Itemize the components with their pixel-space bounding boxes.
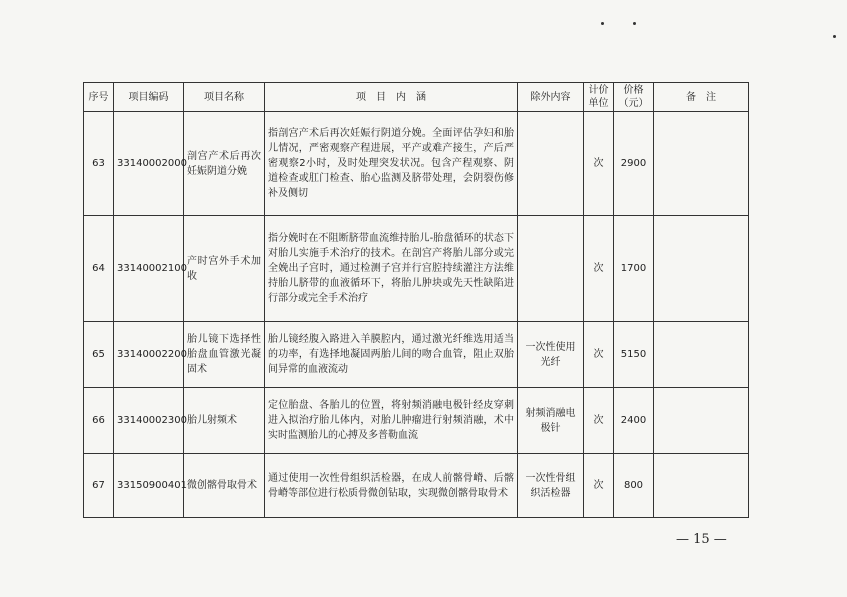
table-row (84, 322, 749, 388)
header-code: 项目编码 (114, 83, 184, 112)
code-cell: 33140002300 (114, 388, 184, 454)
price-cell: 1700 (614, 216, 654, 322)
seq-cell: 66 (84, 388, 114, 454)
table-header-row (84, 83, 749, 112)
unit-cell: 次 (584, 454, 614, 518)
name-cell: 产时宫外手术加收 (184, 216, 265, 322)
content-cell: 通过使用一次性骨组织活检器，在成人前髂骨嵴、后髂骨嵴等部位进行松质骨微创钻取，实现微创髂骨取骨术 (265, 454, 518, 518)
table-row (84, 112, 749, 216)
code-cell: 33140002100 (114, 216, 184, 322)
remarks-cell (654, 388, 749, 454)
remarks-cell (654, 112, 749, 216)
name-cell: 胎儿镜下选择性胎盘血管激光凝固术 (184, 322, 265, 388)
header-seq: 序号 (84, 83, 114, 112)
fee-schedule-table (83, 82, 749, 518)
name-cell: 微创髂骨取骨术 (184, 454, 265, 518)
exclusions-cell: 一次性使用光纤 (518, 322, 584, 388)
unit-cell: 次 (584, 112, 614, 216)
price-cell: 800 (614, 454, 654, 518)
remarks-cell (654, 216, 749, 322)
exclusions-cell (518, 216, 584, 322)
price-cell: 5150 (614, 322, 654, 388)
scan-speck (633, 22, 636, 25)
price-cell: 2400 (614, 388, 654, 454)
exclusions-cell: 一次性骨组织活检器 (518, 454, 584, 518)
code-cell: 33140002000 (114, 112, 184, 216)
code-cell: 33150900401 (114, 454, 184, 518)
header-name: 项目名称 (184, 83, 265, 112)
unit-cell: 次 (584, 322, 614, 388)
content-cell: 胎儿镜经腹入路进入羊膜腔内，通过激光纤维选用适当的功率，有选择地凝固两胎儿间的吻合血管，阻止双胎间异常的血液流动 (265, 322, 518, 388)
scan-speck (833, 35, 836, 38)
name-cell: 胎儿射频术 (184, 388, 265, 454)
seq-cell: 64 (84, 216, 114, 322)
scan-speck (601, 22, 604, 25)
header-content: 项 目 内 涵 (265, 83, 518, 112)
unit-cell: 次 (584, 388, 614, 454)
content-cell: 指分娩时在不阻断脐带血流维持胎儿-胎盘循环的状态下对胎儿实施手术治疗的技术。在剖宫产将胎儿部分或完全娩出子宫时，通过检测子宫并行宫腔持续灌注方法维持胎儿脐带的血液循环下，将胎儿肿块或先天性缺陷进行部分或完全手术治疗 (265, 216, 518, 322)
table-row (84, 388, 749, 454)
code-cell: 33140002200 (114, 322, 184, 388)
exclusions-cell (518, 112, 584, 216)
price-cell: 2900 (614, 112, 654, 216)
table-row (84, 454, 749, 518)
remarks-cell (654, 322, 749, 388)
header-unit: 计价单位 (584, 83, 614, 112)
seq-cell: 63 (84, 112, 114, 216)
content-cell: 指剖宫产术后再次妊娠行阴道分娩。全面评估孕妇和胎儿情况，严密观察产程进展，平产或难产接生，产后严密观察2小时，及时处理突发状况。包含产程观察、阴道检查或肛门检查、胎心监测及脐带处理，会阴裂伤修补及侧切 (265, 112, 518, 216)
name-cell: 剖宫产术后再次妊娠阴道分娩 (184, 112, 265, 216)
header-remarks: 备 注 (654, 83, 749, 112)
header-exclusions: 除外内容 (518, 83, 584, 112)
remarks-cell (654, 454, 749, 518)
header-price: 价格（元） (614, 83, 654, 112)
page-number: — 15 — (676, 532, 727, 547)
table-row (84, 216, 749, 322)
seq-cell: 65 (84, 322, 114, 388)
seq-cell: 67 (84, 454, 114, 518)
unit-cell: 次 (584, 216, 614, 322)
content-cell: 定位胎盘、各胎儿的位置，将射频消融电极针经皮穿刺进入拟治疗胎儿体内，对胎儿肿瘤进行射频消融，术中实时监测胎儿的心搏及多普勒血流 (265, 388, 518, 454)
exclusions-cell: 射频消融电极针 (518, 388, 584, 454)
